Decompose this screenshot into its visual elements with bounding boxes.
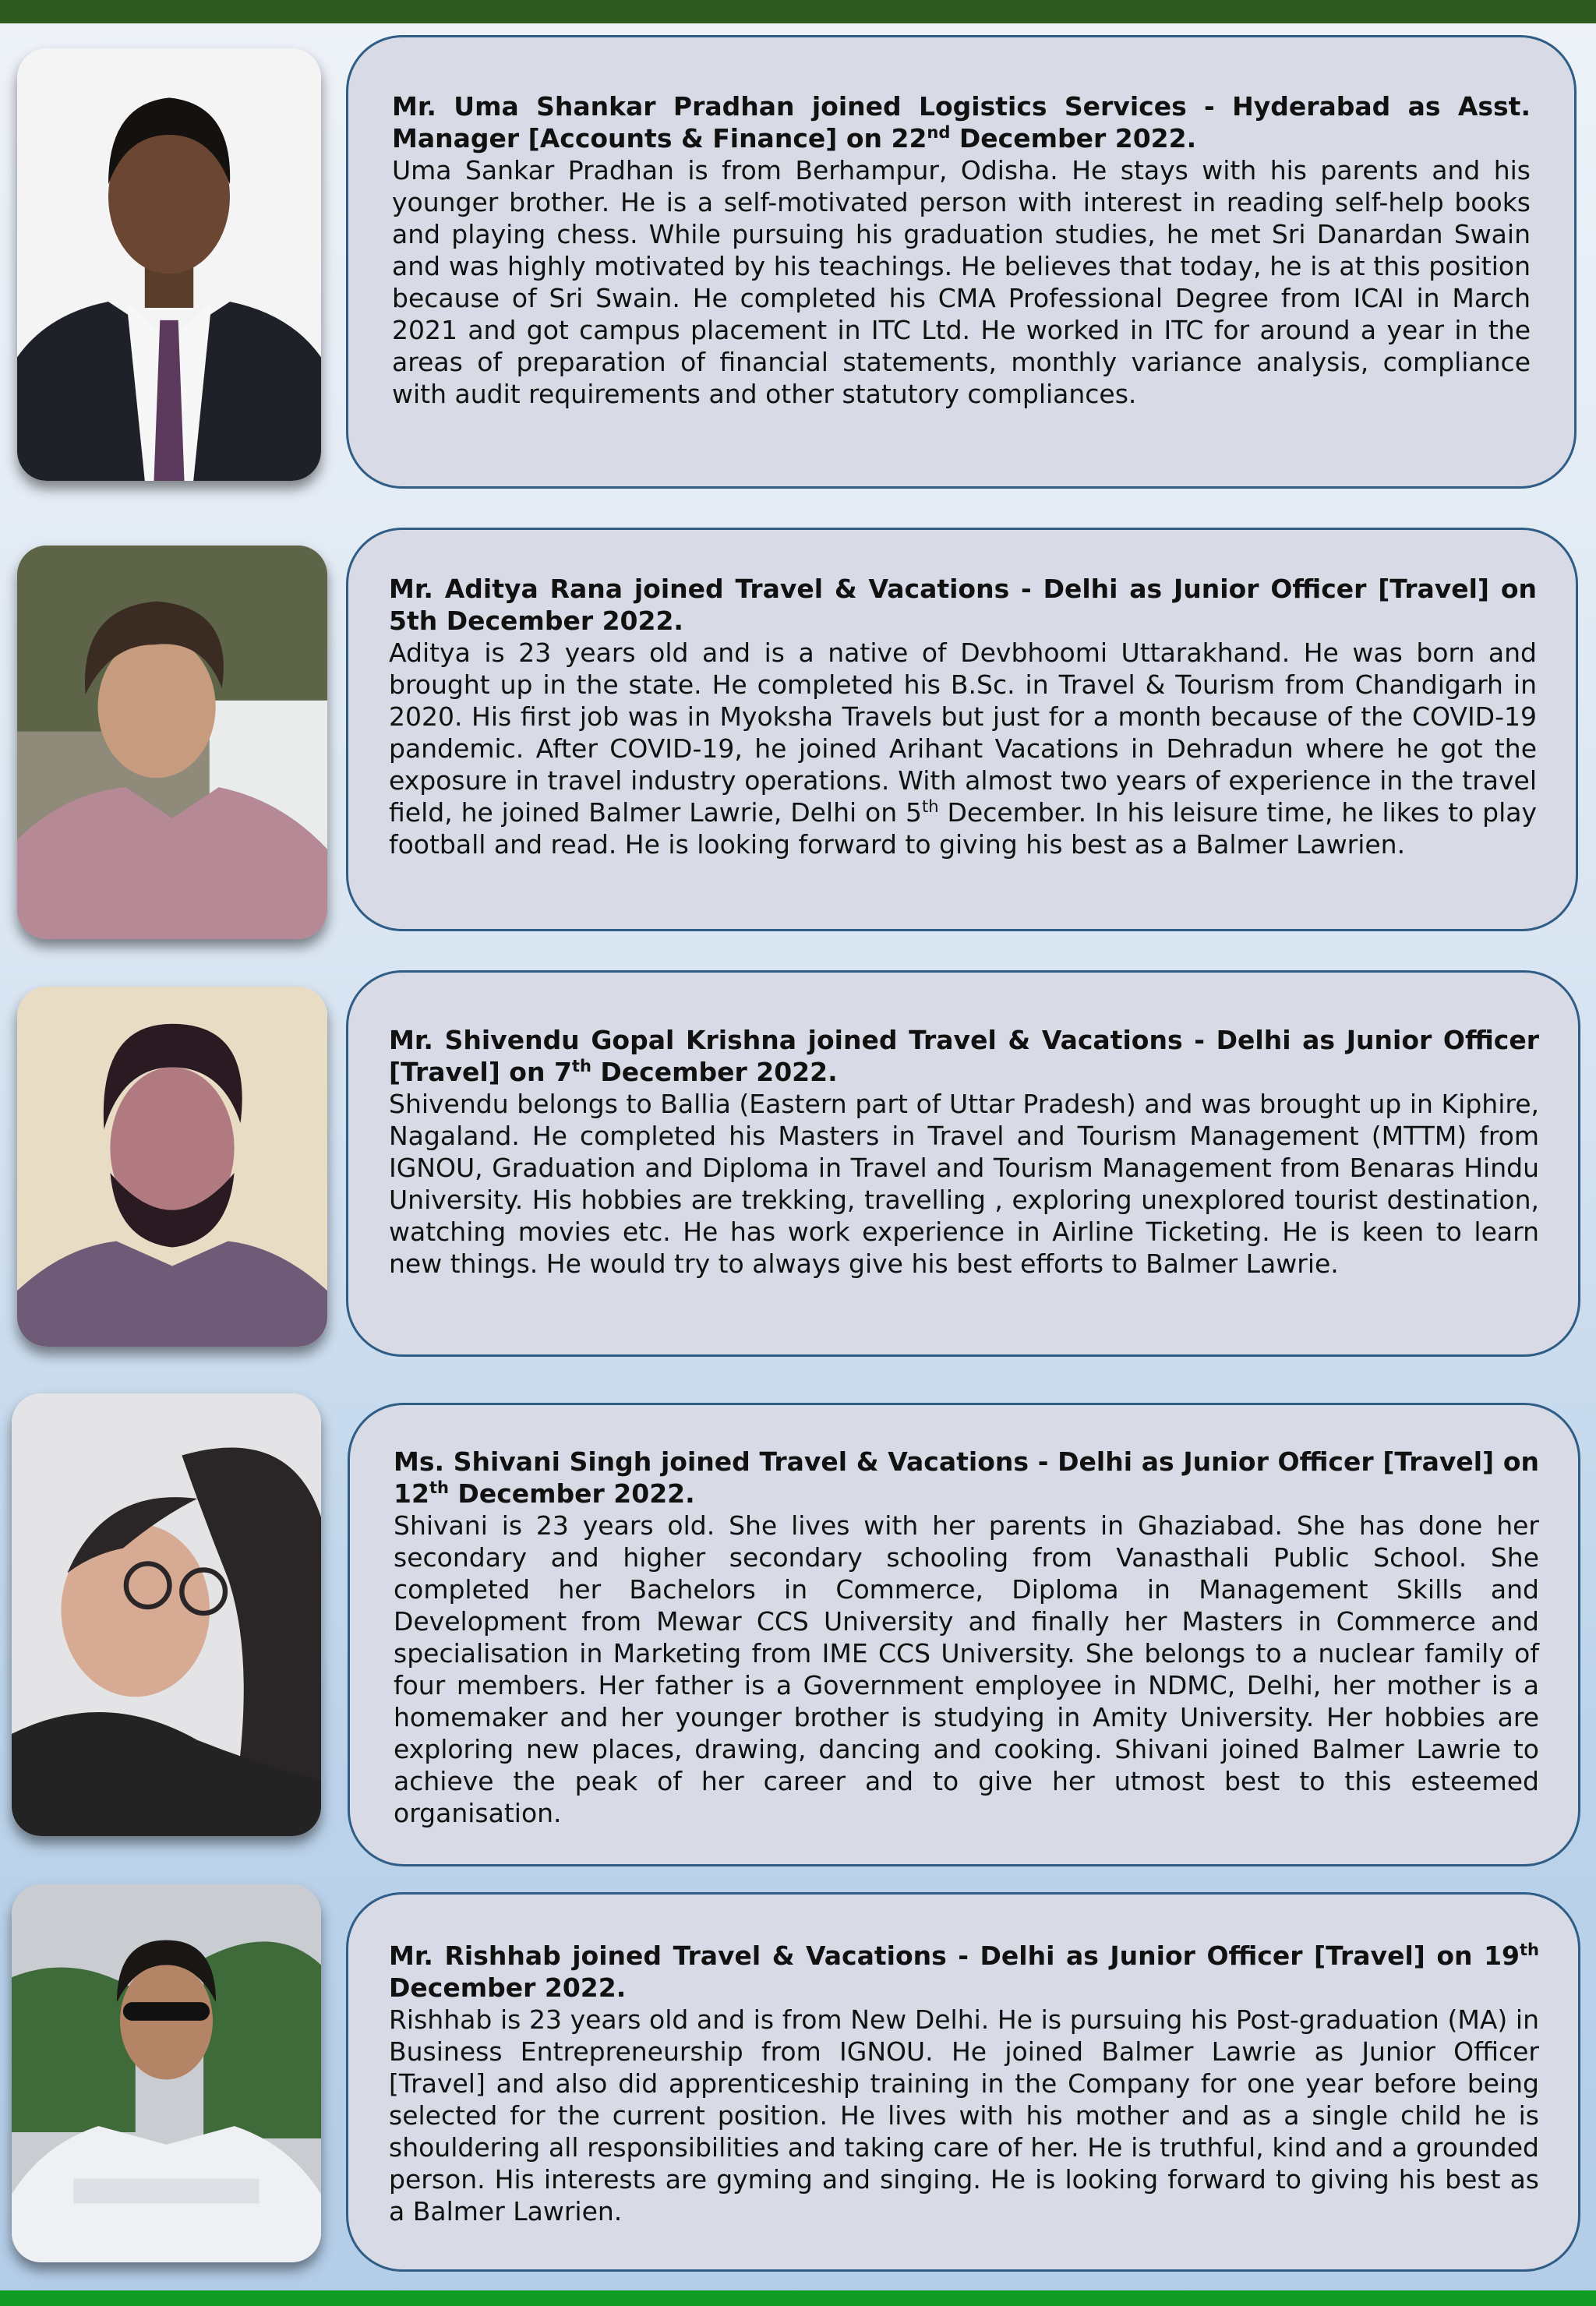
profile-photo-shivendu-gopal-krishna (17, 987, 327, 1347)
portrait-image (17, 546, 327, 939)
profile-card-aditya-rana (346, 528, 1578, 931)
portrait-image (12, 1393, 321, 1836)
profile-heading: Mr. Rishhab joined Travel & Vacations - Delhi as Junior Officer [Travel] on 19th December 2022. (389, 1941, 1539, 2003)
profile-card-rishhab (346, 1892, 1580, 2272)
profile-photo-rishhab (12, 1884, 321, 2262)
top-banner-bar (0, 0, 1596, 23)
portrait-image (17, 48, 321, 481)
profile-description: Shivendu belongs to Ballia (Eastern part of Uttar Pradesh) and was brought up in Kiphire, Nagaland. He completed his Masters in Travel and Tourism Management (MTTM) from IGNOU, Graduation and Diploma in Travel and Tourism Management from Benaras Hindu University. His hobbies are trekking, travelling , exploring unexplored tourist destination, watching movies etc. He has work experience in Airline Ticketing. He is keen to learn new things. He would try to always give his best efforts to Balmer Lawrie. (389, 1089, 1539, 1279)
portrait-image (17, 987, 327, 1347)
profile-card-shivendu-gopal-krishna (346, 970, 1580, 1357)
profile-heading: Mr. Shivendu Gopal Krishna joined Travel & Vacations - Delhi as Junior Officer [Travel] on 7th December 2022. (389, 1025, 1539, 1087)
profile-photo-aditya-rana (17, 546, 327, 939)
profile-description: Aditya is 23 years old and is a native of Devbhoomi Uttarakhand. He was born and brought up in the state. He completed his B.Sc. in Travel & Tourism from Chandigarh in 2020. His first job was in Myoksha Travels but just for a month because of the COVID-19 pandemic. After COVID-19, he joined Arihant Vacations in Dehradun where he got the exposure in travel industry operations. With almost two years of experience in the travel field, he joined Balmer Lawrie, Delhi on 5th December. In his leisure time, he likes to play football and read. He is looking forward to giving his best as a Balmer Lawrien. (389, 637, 1537, 860)
profile-description: Rishhab is 23 years old and is from New Delhi. He is pursuing his Post-graduation (MA) in Business Entrepreneurship from IGNOU. He joined Balmer Lawrie as Junior Officer [Travel] and also did apprenticeship training in the Company for one year before being selected for the current position. He lives with his mother and as a single child he is shouldering all responsibilities and taking care of her. He is truthful, kind and a grounded person. His interests are gyming and singing. He is looking forward to giving his best as a Balmer Lawrien. (389, 2004, 1539, 2227)
profile-heading: Ms. Shivani Singh joined Travel & Vacations - Delhi as Junior Officer [Travel] on 12th December 2022. (394, 1446, 1539, 1509)
profile-photo-uma-shankar-pradhan (17, 48, 321, 481)
portrait-image (12, 1884, 321, 2262)
profile-card-shivani-singh (348, 1403, 1580, 1866)
profile-heading: Mr. Uma Shankar Pradhan joined Logistics Services - Hyderabad as Asst. Manager [Accounts & Finance] on 22nd December 2022. (392, 91, 1531, 154)
profile-photo-shivani-singh (12, 1393, 321, 1836)
profile-description: Shivani is 23 years old. She lives with her parents in Ghaziabad. She has done her secondary and higher secondary schooling from Vanasthali Public School. She completed her Bachelors in Commerce, Diploma in Management Skills and Development from Mewar CCS University and finally her Masters in Commerce and specialisation in Marketing from IME CCS University. She belongs to a nuclear family of four members. Her father is a Government employee in NDMC, Delhi, her mother is a homemaker and her younger brother is studying in Amity University. Her hobbies are exploring new places, drawing, dancing and cooking. Shivani joined Balmer Lawrie to achieve the peak of her career and to give her utmost best to this esteemed organisation. (394, 1510, 1539, 1828)
profile-description: Uma Sankar Pradhan is from Berhampur, Odisha. He stays with his parents and his younger brother. He is a self-motivated person with interest in reading self-help books and playing chess. While pursuing his graduation studies, he met Sri Danardan Swain and was highly motivated by his teachings. He believes that today, he is at this position because of Sri Swain. He completed his CMA Professional Degree from ICAI in March 2021 and got campus placement in ITC Ltd. He worked in ITC for around a year in the areas of preparation of financial statements, monthly variance analysis, compliance with audit requirements and other statutory compliances. (392, 155, 1531, 409)
profile-heading: Mr. Aditya Rana joined Travel & Vacations - Delhi as Junior Officer [Travel] on 5th December 2022. (389, 574, 1537, 636)
profile-card-uma-shankar-pradhan (346, 35, 1577, 489)
bottom-banner-bar (0, 2290, 1596, 2306)
